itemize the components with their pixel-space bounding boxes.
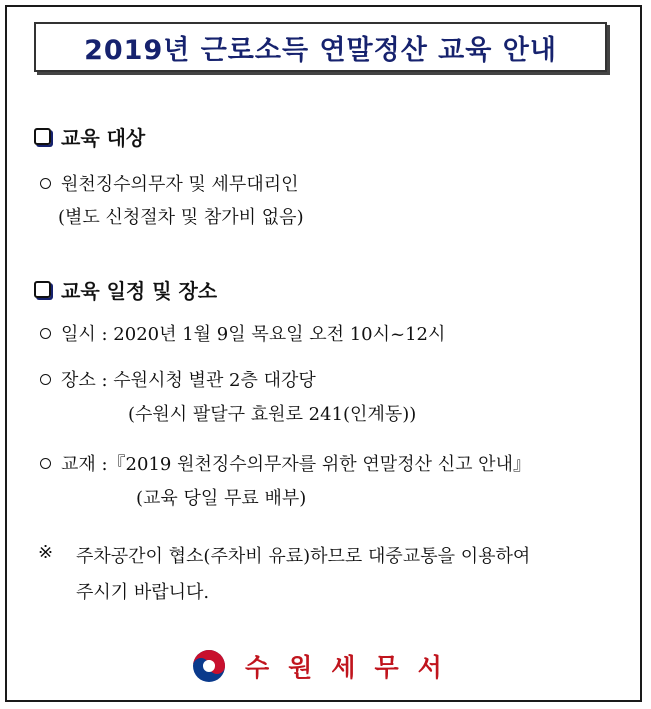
circle-bullet-icon <box>40 328 51 339</box>
note-line <box>76 542 530 568</box>
organization-name: 수원세무서 <box>245 653 461 682</box>
list-item <box>40 366 316 392</box>
list-item-text: 일시 : 2020년 1월 9일 목요일 오전 10시~12시 <box>61 324 446 345</box>
title-box <box>34 22 607 72</box>
list-item <box>40 170 299 196</box>
list-item-text: (수원시 팔달구 효원로 241(인계동)) <box>128 404 417 425</box>
circle-bullet-icon <box>40 458 51 469</box>
section-heading-target <box>34 122 145 151</box>
section-heading-label: 교육 대상 <box>61 126 146 150</box>
circle-bullet-icon <box>40 178 51 189</box>
note-text: 주차공간이 협소(주차비 유료)하므로 대중교통을 이용하여 <box>76 546 531 567</box>
list-item-text: 교재 :『2019 원천징수의무자를 위한 연말정산 신고 안내』 <box>61 454 531 475</box>
list-item-sub <box>136 484 306 510</box>
page-title: 2019년 근로소득 연말정산 교육 안내 <box>84 34 557 66</box>
list-item <box>40 450 531 476</box>
list-item <box>40 320 445 346</box>
note-line <box>76 578 209 604</box>
footer <box>191 648 461 684</box>
list-item-text: 장소 : 수원시청 별관 2층 대강당 <box>61 370 316 391</box>
note-text: 주시기 바랍니다. <box>76 582 210 603</box>
list-item-text: (교육 당일 무료 배부) <box>136 488 307 509</box>
section-heading-schedule <box>34 275 217 304</box>
taegeuk-emblem-icon <box>191 648 227 684</box>
section-heading-label: 교육 일정 및 장소 <box>61 279 218 303</box>
list-item-text: 원천징수의무자 및 세무대리인 <box>61 174 299 195</box>
list-item-sub <box>128 400 416 426</box>
reference-mark: ※ <box>38 542 54 563</box>
circle-bullet-icon <box>40 374 51 385</box>
checkbox-icon <box>34 281 51 298</box>
list-item-text: (별도 신청절차 및 참가비 없음) <box>58 207 304 228</box>
list-item-sub <box>58 203 304 229</box>
checkbox-icon <box>34 128 51 145</box>
